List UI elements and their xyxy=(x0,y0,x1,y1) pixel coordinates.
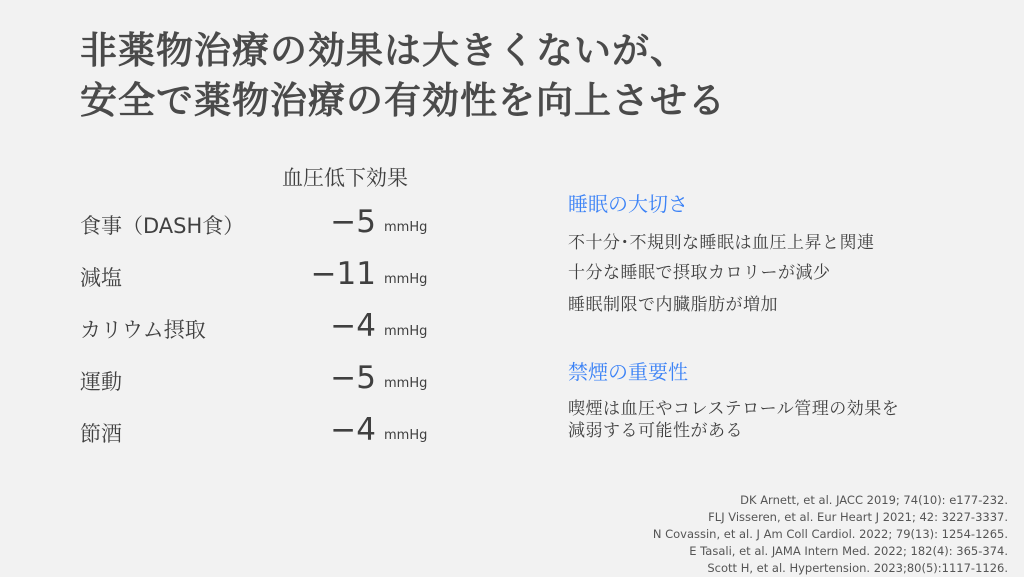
bp-effect-header: 血圧低下効果 xyxy=(282,166,408,190)
sleep-point: 不十分･不規則な睡眠は血圧上昇と関連 xyxy=(568,233,875,253)
slide-title xyxy=(80,26,980,126)
reference-item: Scott H, et al. Hypertension. 2023;80(5):1117-1126. xyxy=(707,561,1008,575)
references xyxy=(653,492,1008,577)
slide-title-line-2: 安全で薬物治療の有効性を向上させる xyxy=(80,79,726,122)
sleep-heading: 睡眠の大切さ xyxy=(568,192,688,216)
row-unit: mmHg xyxy=(384,220,428,235)
row-label: 節酒 xyxy=(80,422,122,446)
row-unit: mmHg xyxy=(384,272,428,287)
row-value: −4 xyxy=(330,412,376,448)
smoking-heading: 禁煙の重要性 xyxy=(568,360,688,384)
row-value: −11 xyxy=(310,256,376,292)
row-unit: mmHg xyxy=(384,324,428,339)
row-unit: mmHg xyxy=(384,376,428,391)
reference-item: FLJ Visseren, et al. Eur Heart J 2021; 42: 3227-3337. xyxy=(708,510,1008,524)
reference-item: N Covassin, et al. J Am Coll Cardiol. 2022; 79(13): 1254-1265. xyxy=(652,527,1008,541)
reference-item: E Tasali, et al. JAMA Intern Med. 2022; 182(4): 365-374. xyxy=(689,544,1008,558)
reference-item: DK Arnett, et al. JACC 2019; 74(10): e177-232. xyxy=(740,493,1008,507)
row-label: カリウム摂取 xyxy=(80,318,206,342)
table-row xyxy=(80,412,440,452)
table-row xyxy=(80,204,440,244)
row-value: −5 xyxy=(330,360,376,396)
smoking-point: 減弱する可能性がある xyxy=(568,421,743,441)
row-value: −4 xyxy=(330,308,376,344)
row-unit: mmHg xyxy=(384,428,428,443)
row-value: −5 xyxy=(330,204,376,240)
sleep-point: 十分な睡眠で摂取カロリーが減少 xyxy=(568,263,831,283)
row-label: 減塩 xyxy=(80,266,122,290)
row-label: 運動 xyxy=(80,370,122,394)
table-row xyxy=(80,360,440,400)
sleep-point: 睡眠制限で内臓脂肪が増加 xyxy=(568,295,778,315)
row-label: 食事（DASH食） xyxy=(80,214,245,238)
table-row xyxy=(80,308,440,348)
smoking-point: 喫煙は血圧やコレステロール管理の効果を xyxy=(568,399,900,419)
table-row xyxy=(80,256,440,296)
slide-title-line-1: 非薬物治療の効果は大きくないが、 xyxy=(80,29,688,72)
